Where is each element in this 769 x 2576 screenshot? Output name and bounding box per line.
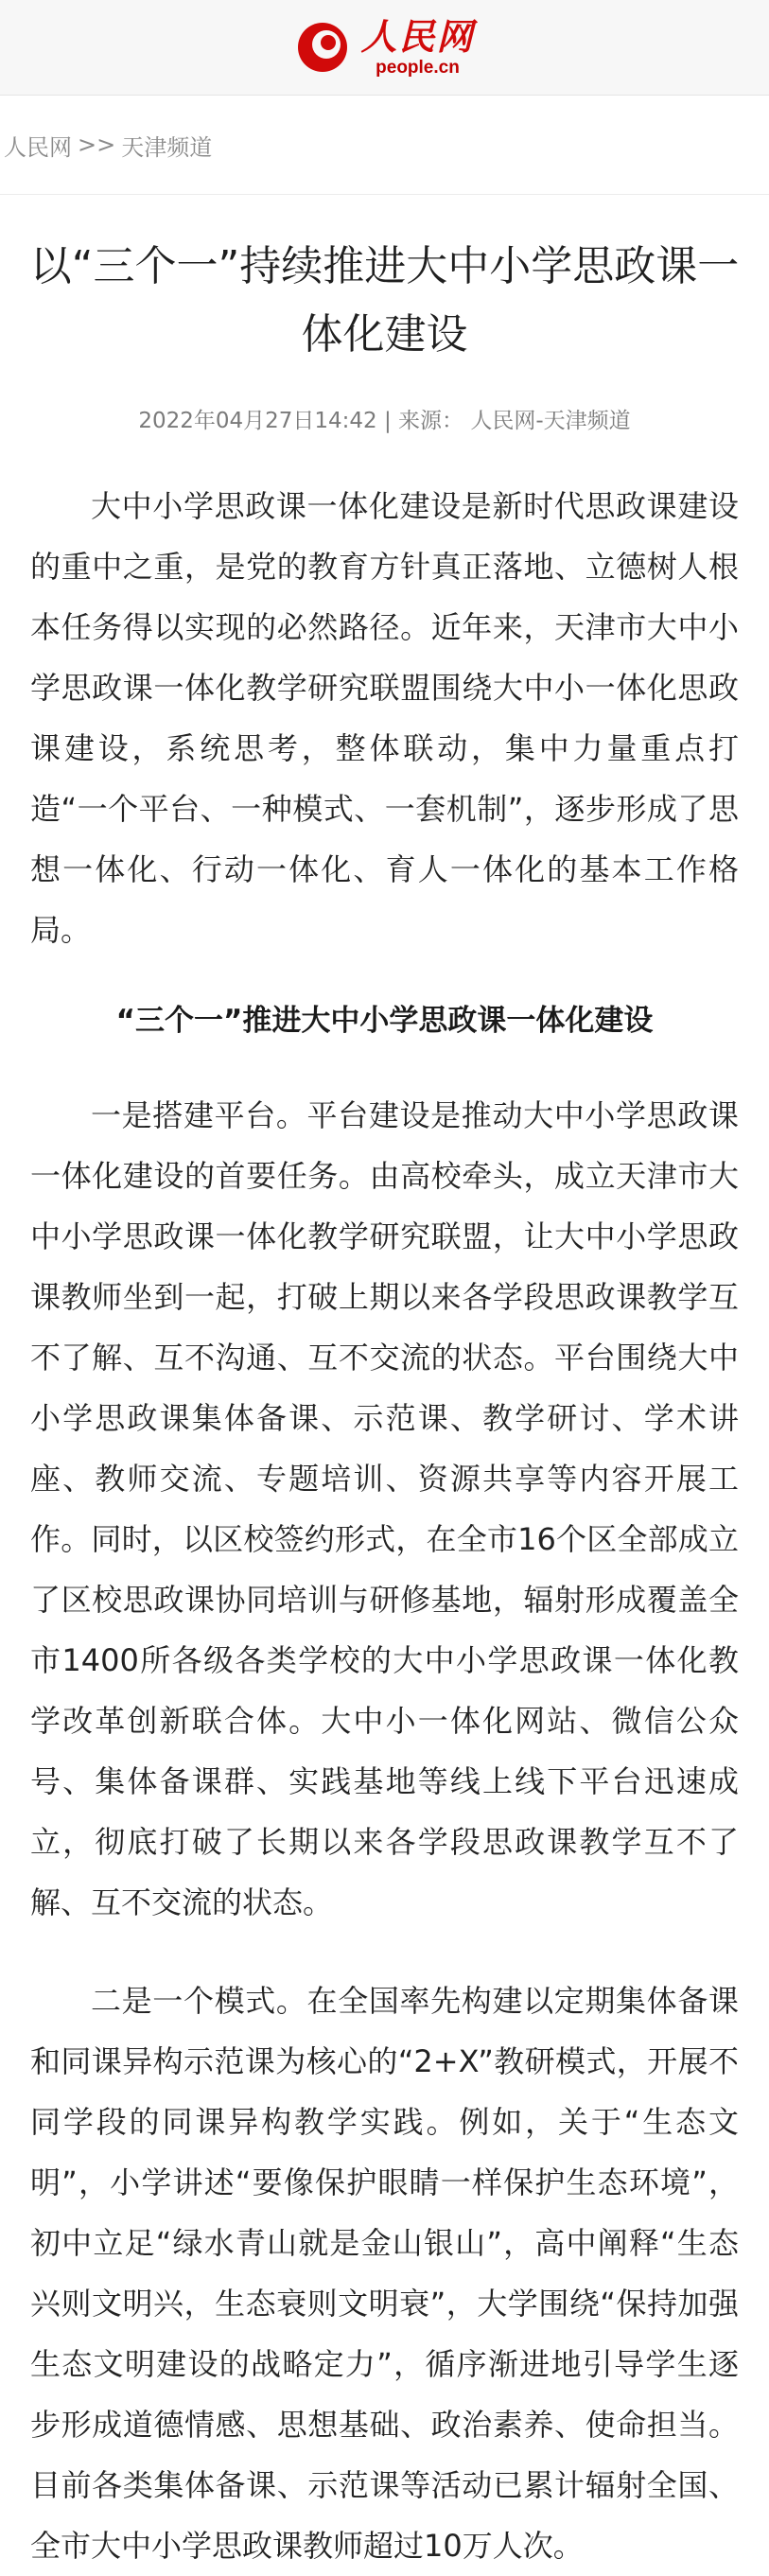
breadcrumb-separator: >>	[78, 131, 116, 158]
people-cn-logo[interactable]	[294, 14, 475, 78]
article-subheading: “三个一”推进大中小学思政课一体化建设	[115, 1004, 654, 1038]
people-logo-icon	[294, 19, 351, 76]
publish-date: 2022年04月27日14:42	[138, 409, 377, 433]
source-link[interactable]: 人民网-天津频道	[470, 409, 631, 433]
logo-wordmark	[360, 14, 475, 78]
article-paragraph: 一是搭建平台。平台建设是推动大中小学思政课一体化建设的首要任务。由高校牵头，成立天津市大中小学思政课一体化教学研究联盟，让大中小学思政课教师坐到一起，打破上期以来各学段思政课教学互不了解、互不沟通、互不交流的状态。平台围绕大中小学思政课集体备课、示范课、教学研讨、学术讲座、教师交流、专题培训、资源共享等内容开展工作。同时，以区校签约形式，在全市16个区全部成立了区校思政课协同培训与研修基地，辐射形成覆盖全市1400所各级各类学校的大中小学思政课一体化教学改革创新联合体。大中小一体化网站、微信公众号、集体备课群、实践基地等线上线下平台迅速成立，彻底打破了长期以来各学段思政课教学互不了解、互不交流的状态。	[30, 1097, 739, 1920]
article-meta	[0, 403, 769, 434]
meta-divider: |	[383, 409, 399, 433]
logo-chinese-text: 人民网	[360, 14, 475, 58]
article-paragraph: 二是一个模式。在全国率先构建以定期集体备课和同课异构示范课为核心的“2+X”教研模式，开展不同学段的同课异构教学实践。例如，关于“生态文明”，小学讲述“要像保护眼睛一样保护生态环境”，初中立足“绿水青山就是金山银山”，高中阐释“生态兴则文明兴，生态衰则文明衰”，大学围绕“保持加强生态文明建设的战略定力”，循序渐进地引导学生逐步形成道德情感、思想基础、政治素养、使命担当。目前各类集体备课、示范课等活动已累计辐射全国、全市大中小学思政课教师超过10万人次。	[30, 1983, 739, 2564]
article-title: 以“三个一”持续推进大中小学思政课一体化建设	[29, 242, 740, 359]
article-body	[30, 476, 739, 2576]
source-label: 来源：	[398, 409, 464, 433]
site-header	[0, 0, 769, 96]
breadcrumb-channel-link[interactable]: 天津频道	[121, 133, 213, 161]
breadcrumb	[0, 96, 769, 195]
logo-domain-text: people.cn	[376, 57, 460, 78]
breadcrumb-home-link[interactable]: 人民网	[4, 133, 72, 161]
article-paragraph: 大中小学思政课一体化建设是新时代思政课建设的重中之重，是党的教育方针真正落地、立德树人根本任务得以实现的必然路径。近年来，天津市大中小学思政课一体化教学研究联盟围绕大中小一体化思政课建设，系统思考，整体联动，集中力量重点打造“一个平台、一种模式、一套机制”，逐步形成了思想一体化、行动一体化、育人一体化的基本工作格局。	[30, 488, 739, 948]
